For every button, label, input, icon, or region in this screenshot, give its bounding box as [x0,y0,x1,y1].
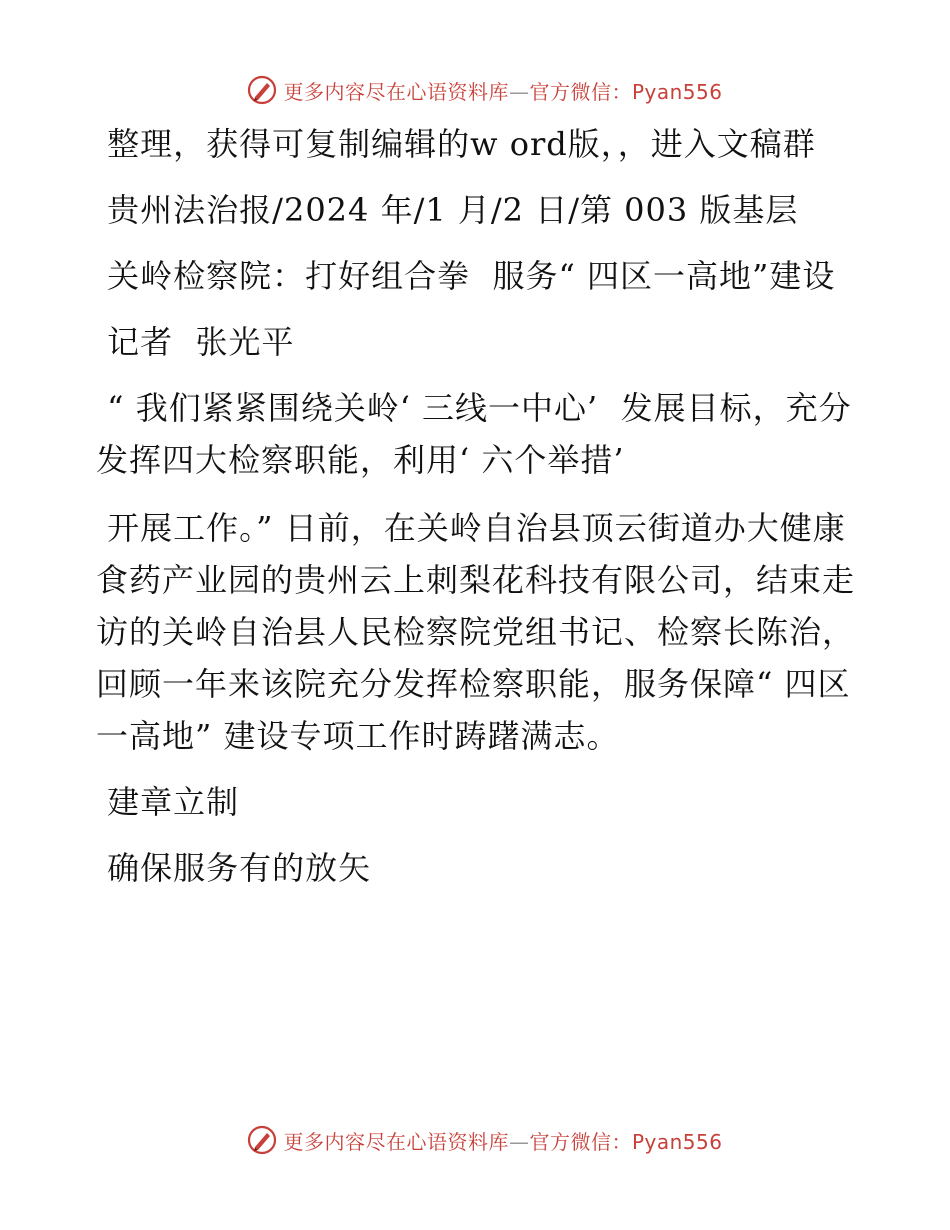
footer-watermark [0,1120,950,1160]
footer-watermark-main: 更多内容尽在心语资料库 [283,1129,509,1154]
paragraph-quote: “ 我们紧紧围绕关岭‘ 三线一中心’ 发展目标，充分发挥四大检察职能，利用‘ 六个举措’ [96,389,852,479]
pen-logo-icon [247,75,277,105]
article-byline: 记者 张光平 [96,323,295,361]
section-heading: 建章立制 [96,783,240,821]
document-body [96,118,856,894]
footer-watermark-text [283,1126,722,1155]
paragraph-source: 贵州法治报/2024 年/1 月/2 日/第 003 版基层 [96,191,799,229]
article-title: 关岭检察院：打好组合拳 服务“ 四区一高地”建设 [96,257,836,295]
header-watermark-wechat: 官方微信：Pyan556 [529,79,723,104]
header-watermark-inner [247,75,722,105]
header-watermark-main: 更多内容尽在心语资料库 [283,79,509,104]
pen-logo-icon [247,1125,277,1155]
header-watermark [0,70,950,110]
footer-watermark-inner [247,1125,722,1155]
paragraph-intro: 整理，获得可复制编辑的w ord版，，进入文稿群 [96,125,816,163]
footer-watermark-dash: — [508,1129,530,1154]
footer-watermark-wechat: 官方微信：Pyan556 [529,1129,723,1154]
paragraph-body: 开展工作。” 日前，在关岭自治县顶云街道办大健康食药产业园的贵州云上刺梨花科技有限公司，结束走访的关岭自治县人民检察院党组书记、检察长陈治，回顾一年来该院充分发挥检察职能，服务保障“ 四区一高地” 建设专项工作时踌躇满志。 [96,509,856,755]
header-watermark-dash: — [508,79,530,104]
header-watermark-text [283,76,722,105]
section-subheading: 确保服务有的放矢 [96,849,372,887]
